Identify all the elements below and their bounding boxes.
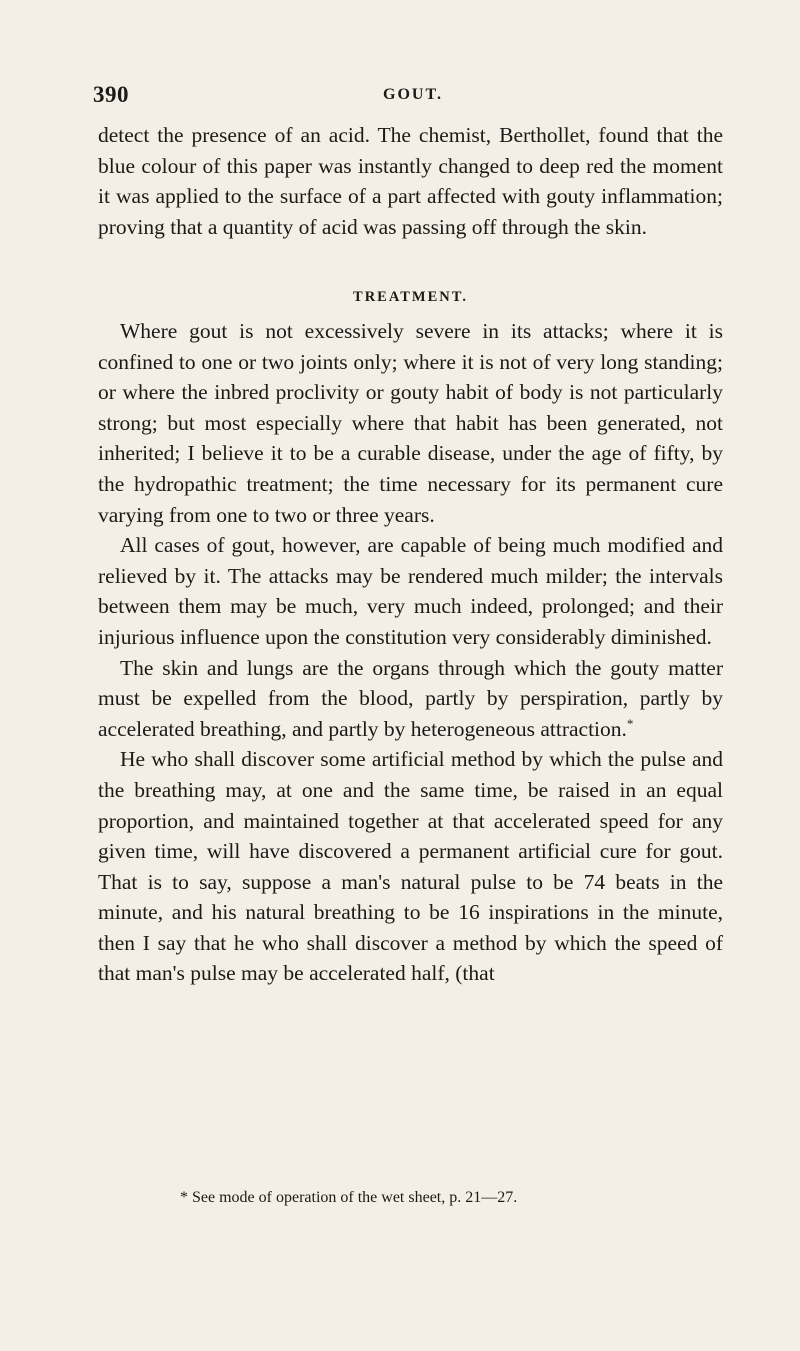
intro-text-block — [98, 120, 723, 242]
treatment-text-block — [98, 316, 723, 989]
section-heading: TREATMENT. — [353, 289, 468, 305]
treatment-paragraph-2: All cases of gout, however, are capable of being much modified and relieved by it. The attacks may be rendered much milder; the intervals between them may be much, very much indeed, prolonged; and their injurious influence upon the constitution very considerably diminished. — [98, 533, 723, 649]
footnote-marker: * — [180, 1189, 188, 1206]
running-title: GOUT. — [383, 86, 443, 103]
page-number: 390 — [93, 82, 129, 107]
footnote-reference: * — [626, 715, 634, 731]
treatment-paragraph-3-text: The skin and lungs are the organs through which the gouty matter must be expelled from the blood, partly by perspiration, partly by accelerated breathing, and partly by heterogeneous attraction. — [98, 655, 723, 741]
treatment-paragraph-3 — [98, 653, 723, 745]
treatment-paragraph-1: Where gout is not excessively severe in its attacks; where it is confined to one or two joints only; where it is not of very long standing; or where the inbred proclivity or gouty habit of body is not particularly strong; but most especially where that habit has been generated, not inherited; I believe it to be a curable disease, under the age of fifty, by the hydropathic treatment; the time necessary for its permanent cure varying from one to two or three years. — [98, 319, 723, 527]
intro-paragraph: detect the presence of an acid. The chemist, Berthollet, found that the blue colour of this paper was instantly changed to deep red the moment it was applied to the surface of a part affected with gouty inflammation; proving that a quantity of acid was passing off through the skin. — [98, 123, 723, 239]
footnote-text: See mode of operation of the wet sheet, p. 21—27. — [192, 1189, 518, 1206]
treatment-paragraph-4: He who shall discover some artificial method by which the pulse and the breathing may, at one and the same time, be raised in an equal proportion, and maintained together at that accelerated speed for any given time, will have discovered a permanent artificial cure for gout. That is to say, suppose a man's natural pulse to be 74 beats in the minute, and his natural breathing to be 16 inspirations in the minute, then I say that he who shall discover a method by which the speed of that man's pulse may be accelerated half, (that — [98, 747, 723, 986]
running-head — [93, 82, 733, 112]
footnote — [180, 1187, 740, 1209]
